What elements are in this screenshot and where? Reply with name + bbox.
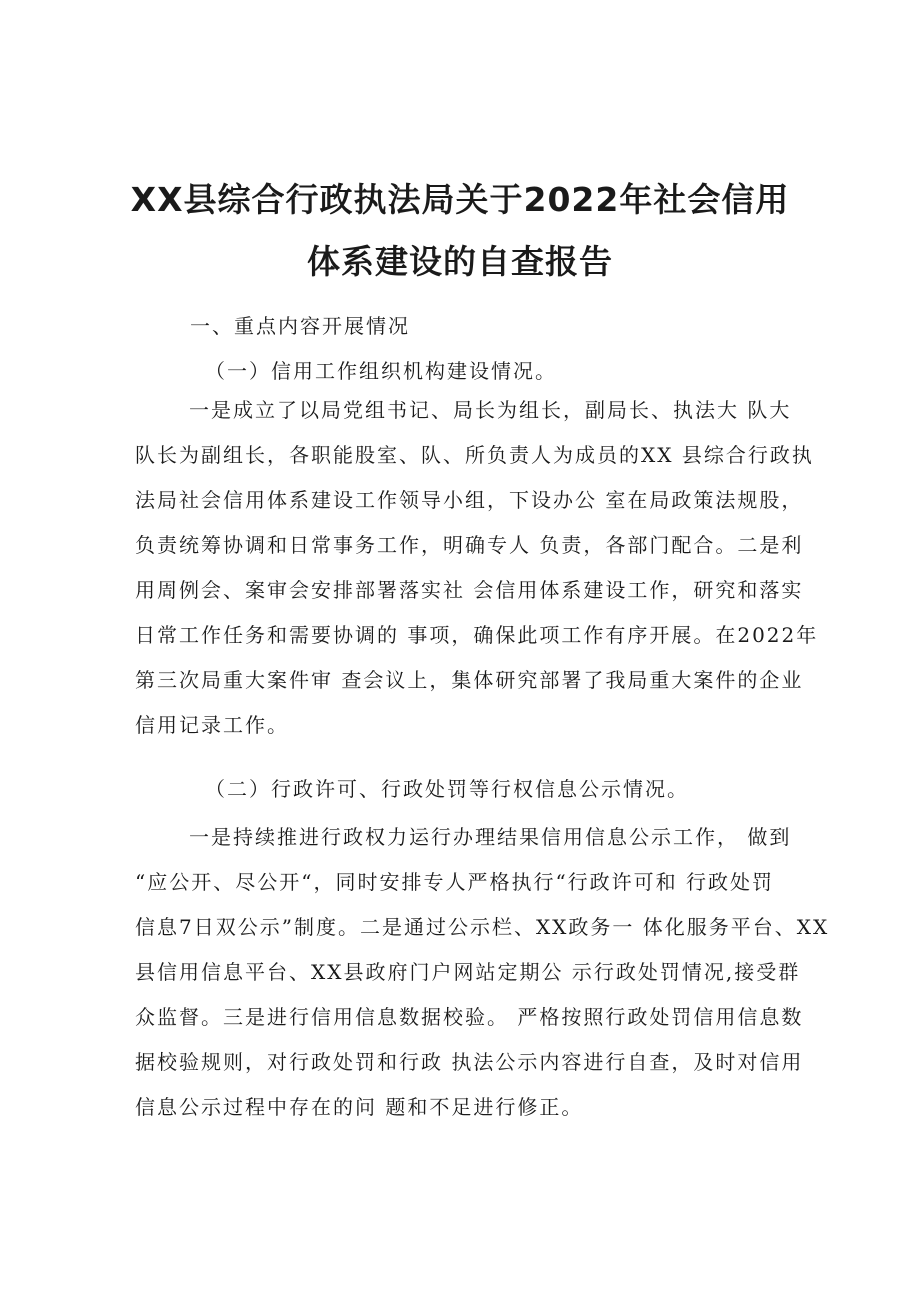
paragraph-line: 日常工作任务和需要协调的 事项，确保此项工作有序开展。在2022年 bbox=[135, 623, 819, 647]
paragraph-line: 用周例会、案审会安排部署落实社 会信用体系建设工作，研究和落实 bbox=[135, 578, 804, 602]
subsection-heading-1: （一）信用工作组织机构建设情况。 bbox=[205, 359, 557, 383]
document-title-line-1: XX县综合行政执法局关于2022年社会信用 bbox=[130, 180, 790, 219]
document-title-line-2: 体系建设的自查报告 bbox=[307, 242, 613, 281]
paragraph-line: 第三次局重大案件审 查会议上，集体研究部署了我局重大案件的企业 bbox=[135, 668, 804, 692]
paragraph-line: 信息7日双公示”制度。二是通过公示栏、XX政务一 体化服务平台、XX bbox=[135, 915, 830, 939]
paragraph-line: 县信用信息平台、XX县政府门户网站定期公 示行政处罚情况,接受群 bbox=[135, 960, 801, 984]
paragraph-line: 信息公示过程中存在的问 题和不足进行修正。 bbox=[135, 1095, 584, 1119]
paragraph-2 bbox=[135, 815, 830, 1130]
paragraph-1 bbox=[135, 388, 819, 748]
paragraph-line: 队长为副组长，各职能股室、队、所负责人为成员的XX 县综合行政执 bbox=[135, 443, 814, 467]
subsection-heading-2: （二）行政许可、行政处罚等行权信息公示情况。 bbox=[205, 777, 689, 801]
paragraph-line: 据校验规则，对行政处罚和行政 执法公示内容进行自查，及时对信用 bbox=[135, 1050, 804, 1074]
section-heading: 一、重点内容开展情况 bbox=[190, 314, 410, 338]
paragraph-line: 一是成立了以局党组书记、局长为组长，副局长、执法大 队大 bbox=[189, 398, 792, 422]
paragraph-line: 法局社会信用体系建设工作领导小组，下设办公 室在局政策法规股， bbox=[135, 488, 804, 512]
paragraph-line: 负责统筹协调和日常事务工作，明确专人 负责，各部门配合。二是利 bbox=[135, 533, 804, 557]
paragraph-line: “应公开、尽公开“，同时安排专人严格执行“行政许可和 行政处罚 bbox=[135, 870, 775, 894]
paragraph-line: 一是持续推进行政权力运行办理结果信用信息公示工作， 做到 bbox=[189, 825, 792, 849]
paragraph-line: 众监督。三是进行信用信息数据校验。 严格按照行政处罚信用信息数 bbox=[135, 1005, 804, 1029]
paragraph-line: 信用记录工作。 bbox=[135, 713, 289, 737]
